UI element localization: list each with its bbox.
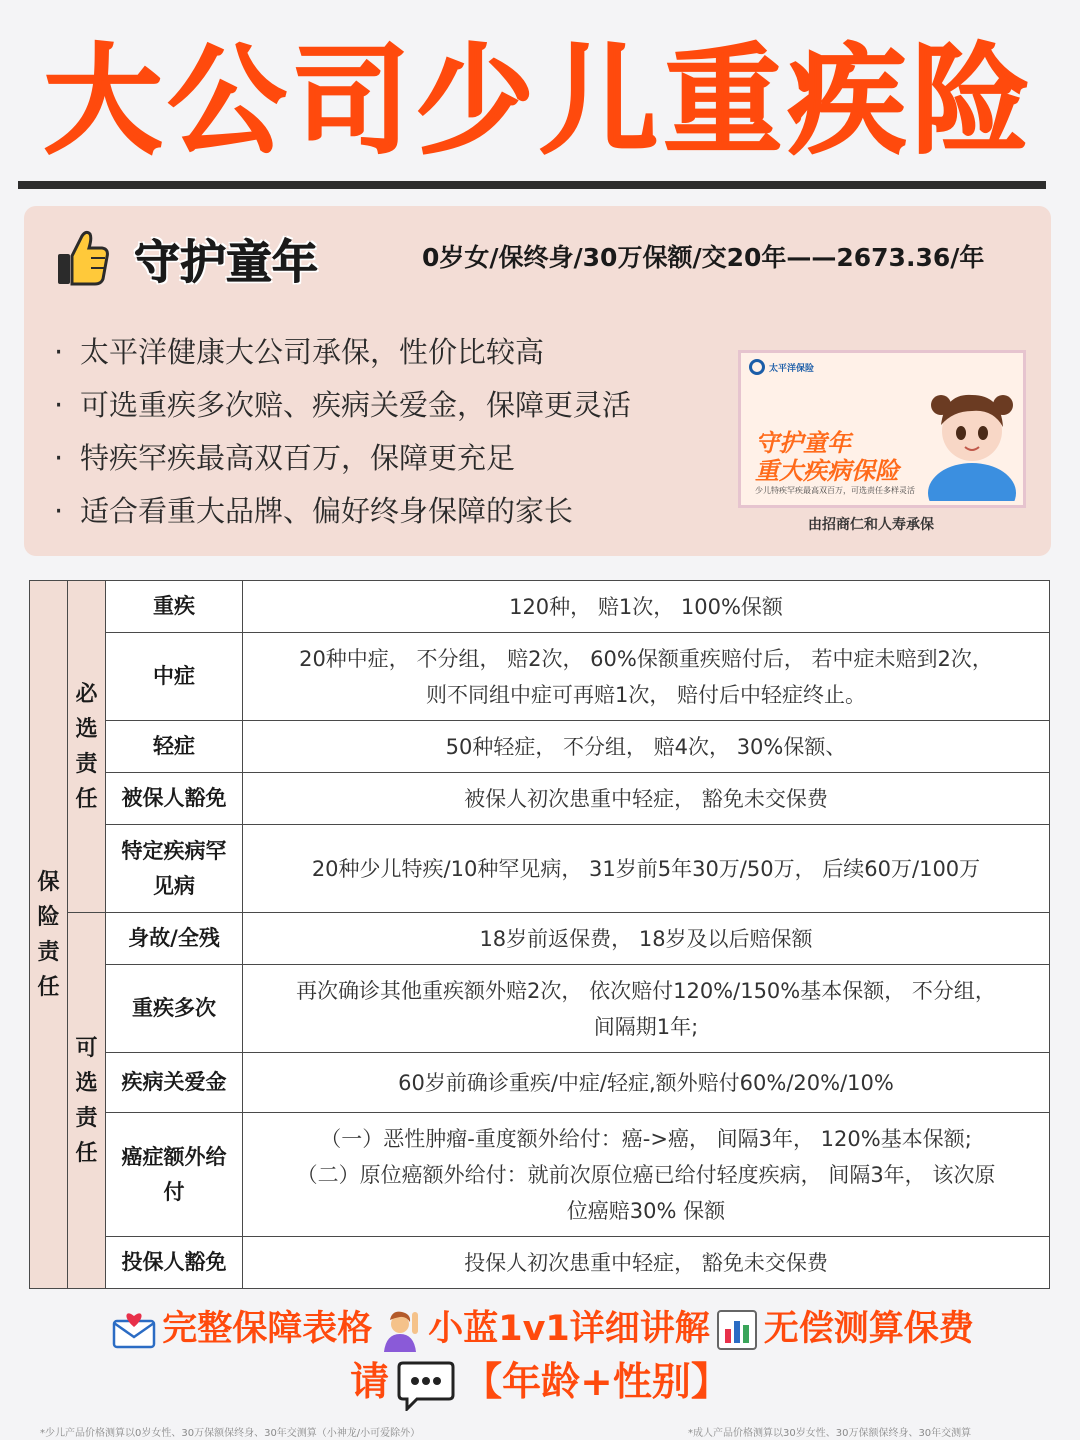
product-card <box>24 206 1051 556</box>
coverage-detail <box>243 773 1050 825</box>
coverage-name-line: 被保人豁免 <box>121 786 227 810</box>
coverage-name <box>106 721 243 773</box>
coverage-detail-line: 投保人初次患重中轻症， 豁免未交保费 <box>464 1250 828 1275</box>
promo-title-line2: 重大疾病保险 <box>755 457 899 485</box>
underwriter-caption: 由招商仁和人寿承保 <box>808 517 934 533</box>
table-row <box>30 825 1050 913</box>
coverage-detail <box>243 825 1050 913</box>
coverage-detail-line: （一）恶性肿瘤-重度额外给付：癌->癌， 间隔3年， 120%基本保额; <box>320 1126 972 1151</box>
footnote-left: *少儿产品价格测算以0岁女性、30万保额保终身、30年交测算（小神龙/小可爱除外） <box>40 1428 421 1439</box>
table-row <box>30 721 1050 773</box>
coverage-detail-line: 18岁前返保费， 18岁及以后赔保额 <box>479 926 813 951</box>
coverage-group-label-char: 险 <box>37 904 60 930</box>
coverage-group-label <box>30 581 68 1289</box>
coverage-name-line: 中症 <box>153 664 195 688</box>
promo-title-line1: 守护童年 <box>755 429 851 457</box>
coverage-name <box>106 825 243 913</box>
coverage-detail <box>243 965 1050 1053</box>
coverage-group-label-char: 保 <box>37 869 60 895</box>
coverage-name <box>106 1237 243 1289</box>
coverage-name <box>106 581 243 633</box>
cta-1v1-explain[interactable]: 小蓝1v1详细讲解 <box>428 1309 710 1349</box>
coverage-name-line: 癌症额外给 <box>121 1144 227 1169</box>
coverage-detail <box>243 633 1050 721</box>
insurer-logo: 太平洋保险 <box>749 359 814 375</box>
product-name: 守护童年 <box>134 235 318 289</box>
coverage-name-line: 轻症 <box>153 734 195 758</box>
coverage-name-line: 投保人豁免 <box>121 1250 227 1274</box>
coverage-detail <box>243 1113 1050 1237</box>
coverage-detail-line: 位癌赔30% 保额 <box>566 1198 726 1223</box>
cta-premium-calc[interactable]: 无偿测算保费 <box>763 1309 974 1349</box>
table-row <box>30 1053 1050 1113</box>
coverage-name-line: 特定疾病罕 <box>121 838 227 863</box>
coverage-detail-line: 60岁前确诊重疾/中症/轻症,额外赔付60%/20%/10% <box>398 1070 894 1095</box>
optional-coverage-label-char: 责 <box>75 1105 98 1131</box>
coverage-table <box>29 580 1050 1289</box>
footnote-right: *成人产品价格测算以30岁女性、30万保额保终身、30年交测算 <box>688 1428 972 1439</box>
cta-age-gender[interactable]: 【年龄+性别】 <box>463 1360 730 1405</box>
coverage-detail-line: （二）原位癌额外给付：就前次原位癌已给付轻度疾病， 间隔3年， 该次原 <box>296 1162 996 1187</box>
table-row <box>30 965 1050 1053</box>
coverage-name <box>106 1113 243 1237</box>
table-row <box>30 773 1050 825</box>
feature-item: · 特疾罕疾最高双百万，保障更充足 <box>54 441 516 475</box>
insurer-logo-icon <box>749 359 765 375</box>
coverage-detail-line: 再次确诊其他重疾额外赔2次， 依次赔付120%/150%基本保额， 不分组， <box>296 978 996 1003</box>
coverage-detail-line: 被保人初次患重中轻症， 豁免未交保费 <box>464 786 828 811</box>
coverage-detail <box>243 1053 1050 1113</box>
table-row <box>30 1237 1050 1289</box>
page-title: 大公司少儿重疾险 <box>43 32 1036 170</box>
feature-item: · 适合看重大品牌、偏好终身保障的家长 <box>54 494 574 528</box>
required-coverage-label-char: 责 <box>75 751 98 777</box>
optional-coverage-label-char: 任 <box>75 1140 98 1166</box>
cta-full-table[interactable]: 完整保障表格 <box>162 1309 373 1349</box>
person-raising-hand-icon <box>378 1308 422 1352</box>
coverage-name-line: 重疾多次 <box>132 996 216 1020</box>
coverage-name <box>106 965 243 1053</box>
table-row <box>30 581 1050 633</box>
coverage-detail-line: 20种少儿特疾/10种罕见病， 31岁前5年30万/50万， 后续60万/100万 <box>311 856 981 881</box>
speech-bubble-icon <box>395 1359 457 1411</box>
coverage-name-line: 疾病关爱金 <box>121 1070 227 1094</box>
coverage-detail-line: 20种中症， 不分组， 赔2次， 60%保额重疾赔付后， 若中症未赔到2次， <box>299 646 993 671</box>
coverage-detail <box>243 1237 1050 1289</box>
cta-please: 请 <box>350 1360 390 1405</box>
coverage-name <box>106 633 243 721</box>
coverage-name-line: 付 <box>163 1179 185 1204</box>
required-coverage-label-char: 必 <box>75 681 98 707</box>
feature-item: · 可选重疾多次赔、疾病关爱金，保障更灵活 <box>54 388 632 422</box>
table-row <box>30 633 1050 721</box>
promo-tagline: 少儿特疾罕疾最高双百万，可选责任多样灵活 <box>755 486 915 495</box>
coverage-detail <box>243 913 1050 965</box>
title-divider <box>18 181 1046 189</box>
optional-coverage-label-char: 可 <box>75 1035 98 1061</box>
feature-item: · 太平洋健康大公司承保，性价比较高 <box>54 335 545 369</box>
product-promo-image <box>738 350 1026 508</box>
cta-line-1 <box>0 1302 1080 1356</box>
coverage-name <box>106 913 243 965</box>
required-coverage-label <box>68 581 106 913</box>
coverage-name <box>106 773 243 825</box>
required-coverage-label-char: 任 <box>75 786 98 812</box>
thumbs-up-icon <box>54 228 110 288</box>
optional-coverage-label <box>68 913 106 1289</box>
coverage-name-line: 重疾 <box>153 594 195 618</box>
coverage-detail <box>243 581 1050 633</box>
coverage-detail <box>243 721 1050 773</box>
coverage-detail-line: 50种轻症， 不分组， 赔4次， 30%保额、 <box>445 734 847 759</box>
girl-illustration <box>927 373 1017 501</box>
coverage-detail-line: 则不同组中症可再赔1次， 赔付后中轻症终止。 <box>425 682 867 707</box>
cta-line-2 <box>0 1356 1080 1411</box>
table-row <box>30 1113 1050 1237</box>
table-row <box>30 913 1050 965</box>
coverage-name-line: 见病 <box>153 873 195 898</box>
bar-chart-icon <box>716 1309 758 1351</box>
product-price-summary: 0岁女/保终身/30万保额/交20年——2673.36/年 <box>422 243 985 272</box>
coverage-detail-line: 间隔期1年; <box>593 1014 699 1039</box>
coverage-name-line: 身故/全残 <box>128 926 220 950</box>
feature-list <box>54 326 631 538</box>
coverage-name <box>106 1053 243 1113</box>
coverage-group-label-char: 责 <box>37 939 60 965</box>
coverage-detail-line: 120种， 赔1次， 100%保额 <box>509 594 783 619</box>
coverage-group-label-char: 任 <box>37 974 60 1000</box>
required-coverage-label-char: 选 <box>75 716 98 742</box>
love-letter-icon <box>112 1311 156 1349</box>
optional-coverage-label-char: 选 <box>75 1070 98 1096</box>
